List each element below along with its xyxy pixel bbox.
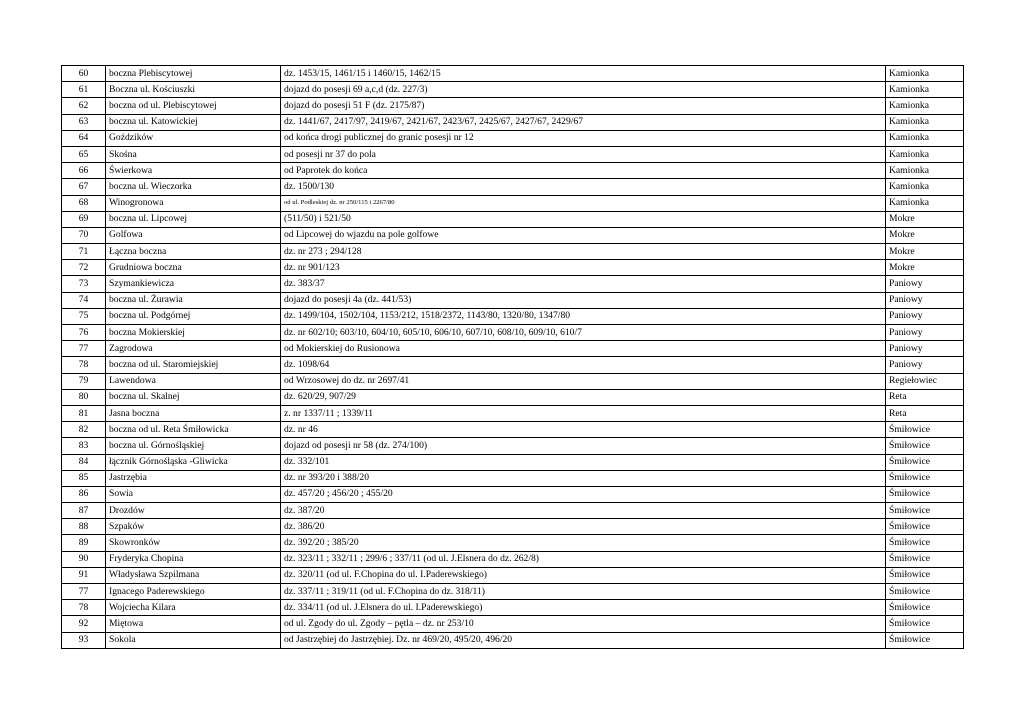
table-row bbox=[62, 227, 964, 243]
district-cell: Śmiłowice bbox=[886, 486, 964, 502]
street-name-cell: Skośna bbox=[106, 146, 281, 162]
district-cell: Śmiłowice bbox=[886, 616, 964, 632]
table-row bbox=[62, 341, 964, 357]
road-section-cell: dz. 334/11 (od ul. J.Elsnera do ul. I.Paderewskiego) bbox=[281, 600, 886, 616]
street-name-cell: Goździków bbox=[106, 130, 281, 146]
table-row bbox=[62, 211, 964, 227]
row-number-cell: 88 bbox=[62, 519, 106, 535]
street-name-cell: boczna ul. Górnośląskiej bbox=[106, 438, 281, 454]
table-row bbox=[62, 632, 964, 648]
road-section-cell: dz. nr 602/10; 603/10, 604/10, 605/10, 606/10, 607/10, 608/10, 609/10, 610/7 bbox=[281, 325, 886, 341]
table-row bbox=[62, 244, 964, 260]
road-section-cell: dz. 1499/104, 1502/104, 1153/212, 1518/2372, 1143/80, 1320/80, 1347/80 bbox=[281, 308, 886, 324]
street-name-cell: Golfowa bbox=[106, 227, 281, 243]
district-cell: Reta bbox=[886, 405, 964, 421]
road-section-cell: dojazd od posesji nr 58 (dz. 274/100) bbox=[281, 438, 886, 454]
district-cell: Kamionka bbox=[886, 146, 964, 162]
table-row bbox=[62, 357, 964, 373]
road-section-cell: od Paprotek do końca bbox=[281, 163, 886, 179]
road-section-cell: z. nr 1337/11 ; 1339/11 bbox=[281, 405, 886, 421]
table-row bbox=[62, 373, 964, 389]
street-name-cell: Skowronków bbox=[106, 535, 281, 551]
street-name-cell: Łączna boczna bbox=[106, 244, 281, 260]
road-section-cell: dz. 392/20 ; 385/20 bbox=[281, 535, 886, 551]
row-number-cell: 79 bbox=[62, 373, 106, 389]
street-name-cell: boczna Mokierskiej bbox=[106, 325, 281, 341]
road-section-cell: dz. 320/11 (od ul. F.Chopina do ul. I.Paderewskiego) bbox=[281, 567, 886, 583]
row-number-cell: 91 bbox=[62, 567, 106, 583]
street-name-cell: Winogronowa bbox=[106, 195, 281, 211]
table-row bbox=[62, 292, 964, 308]
table-row bbox=[62, 82, 964, 98]
row-number-cell: 74 bbox=[62, 292, 106, 308]
road-section-cell: od Mokierskiej do Rusionowa bbox=[281, 341, 886, 357]
row-number-cell: 84 bbox=[62, 454, 106, 470]
district-cell: Śmiłowice bbox=[886, 567, 964, 583]
district-cell: Śmiłowice bbox=[886, 535, 964, 551]
row-number-cell: 67 bbox=[62, 179, 106, 195]
table-row bbox=[62, 389, 964, 405]
table-row bbox=[62, 130, 964, 146]
district-cell: Paniowy bbox=[886, 292, 964, 308]
street-name-cell: łącznik Górnośląska -Gliwicka bbox=[106, 454, 281, 470]
row-number-cell: 65 bbox=[62, 146, 106, 162]
row-number-cell: 81 bbox=[62, 405, 106, 421]
road-section-cell: od Lipcowej do wjazdu na pole golfowe bbox=[281, 227, 886, 243]
street-name-cell: Zagrodowa bbox=[106, 341, 281, 357]
road-section-cell: od ul. Zgody do ul. Zgody – pętla – dz. nr 253/10 bbox=[281, 616, 886, 632]
street-name-cell: boczna ul. Podgórnej bbox=[106, 308, 281, 324]
table-row bbox=[62, 405, 964, 421]
row-number-cell: 92 bbox=[62, 616, 106, 632]
table-row bbox=[62, 567, 964, 583]
district-cell: Śmiłowice bbox=[886, 422, 964, 438]
road-section-cell: od Wrzosowej do dz. nr 2697/41 bbox=[281, 373, 886, 389]
street-name-cell: Miętowa bbox=[106, 616, 281, 632]
district-cell: Kamionka bbox=[886, 98, 964, 114]
district-cell: Śmiłowice bbox=[886, 470, 964, 486]
row-number-cell: 70 bbox=[62, 227, 106, 243]
road-section-cell: dz. 323/11 ; 332/11 ; 299/6 ; 337/11 (od ul. J.Elsnera do dz. 262/8) bbox=[281, 551, 886, 567]
street-name-cell: boczna od ul. Staromiejskiej bbox=[106, 357, 281, 373]
road-section-cell: dz. 337/11 ; 319/11 (od ul. F.Chopina do dz. 318/11) bbox=[281, 584, 886, 600]
district-cell: Śmiłowice bbox=[886, 600, 964, 616]
road-section-cell: dz. 332/101 bbox=[281, 454, 886, 470]
district-cell: Śmiłowice bbox=[886, 632, 964, 648]
table-row bbox=[62, 600, 964, 616]
table-row bbox=[62, 486, 964, 502]
road-section-cell: (511/50) i 521/50 bbox=[281, 211, 886, 227]
table-row bbox=[62, 616, 964, 632]
table-row bbox=[62, 114, 964, 130]
table-row bbox=[62, 470, 964, 486]
street-name-cell: Boczna ul. Kościuszki bbox=[106, 82, 281, 98]
row-number-cell: 83 bbox=[62, 438, 106, 454]
road-section-cell: dz. 1441/67, 2417/97, 2419/67, 2421/67, 2423/67, 2425/67, 2427/67, 2429/67 bbox=[281, 114, 886, 130]
road-section-cell: dz. 1098/64 bbox=[281, 357, 886, 373]
table-row bbox=[62, 308, 964, 324]
district-cell: Kamionka bbox=[886, 114, 964, 130]
roads-table bbox=[61, 65, 964, 649]
district-cell: Śmiłowice bbox=[886, 454, 964, 470]
district-cell: Regiełowiec bbox=[886, 373, 964, 389]
row-number-cell: 78 bbox=[62, 357, 106, 373]
table-row bbox=[62, 551, 964, 567]
row-number-cell: 66 bbox=[62, 163, 106, 179]
row-number-cell: 73 bbox=[62, 276, 106, 292]
road-section-cell: dz. 620/29, 907/29 bbox=[281, 389, 886, 405]
row-number-cell: 71 bbox=[62, 244, 106, 260]
road-section-cell: dz. 457/20 ; 456/20 ; 455/20 bbox=[281, 486, 886, 502]
street-name-cell: boczna ul. Katowickiej bbox=[106, 114, 281, 130]
row-number-cell: 82 bbox=[62, 422, 106, 438]
road-section-cell: dojazd do posesji 4a (dz. 441/53) bbox=[281, 292, 886, 308]
row-number-cell: 75 bbox=[62, 308, 106, 324]
table-row bbox=[62, 260, 964, 276]
district-cell: Śmiłowice bbox=[886, 503, 964, 519]
street-name-cell: Jastrzębia bbox=[106, 470, 281, 486]
row-number-cell: 87 bbox=[62, 503, 106, 519]
district-cell: Śmiłowice bbox=[886, 551, 964, 567]
table-row bbox=[62, 422, 964, 438]
street-name-cell: Lawendowa bbox=[106, 373, 281, 389]
district-cell: Kamionka bbox=[886, 179, 964, 195]
road-section-cell: dz. 386/20 bbox=[281, 519, 886, 535]
district-cell: Mokre bbox=[886, 244, 964, 260]
row-number-cell: 68 bbox=[62, 195, 106, 211]
road-section-cell: dz. 1500/130 bbox=[281, 179, 886, 195]
district-cell: Kamionka bbox=[886, 82, 964, 98]
table-row bbox=[62, 276, 964, 292]
district-cell: Kamionka bbox=[886, 130, 964, 146]
street-name-cell: boczna ul. Wieczorka bbox=[106, 179, 281, 195]
row-number-cell: 93 bbox=[62, 632, 106, 648]
row-number-cell: 89 bbox=[62, 535, 106, 551]
street-name-cell: Sokola bbox=[106, 632, 281, 648]
district-cell: Paniowy bbox=[886, 308, 964, 324]
district-cell: Mokre bbox=[886, 211, 964, 227]
street-name-cell: Szymankiewicza bbox=[106, 276, 281, 292]
row-number-cell: 85 bbox=[62, 470, 106, 486]
district-cell: Paniowy bbox=[886, 357, 964, 373]
row-number-cell: 69 bbox=[62, 211, 106, 227]
row-number-cell: 63 bbox=[62, 114, 106, 130]
row-number-cell: 76 bbox=[62, 325, 106, 341]
table-row bbox=[62, 66, 964, 82]
street-name-cell: Grudniowa boczna bbox=[106, 260, 281, 276]
street-name-cell: Fryderyka Chopina bbox=[106, 551, 281, 567]
table-row bbox=[62, 584, 964, 600]
street-name-cell: boczna od ul. Reta Śmiłowicka bbox=[106, 422, 281, 438]
street-name-cell: boczna Plebiscytowej bbox=[106, 66, 281, 82]
row-number-cell: 64 bbox=[62, 130, 106, 146]
row-number-cell: 62 bbox=[62, 98, 106, 114]
street-name-cell: boczna ul. Skalnej bbox=[106, 389, 281, 405]
road-section-cell: dz. nr 273 ; 294/128 bbox=[281, 244, 886, 260]
table-row bbox=[62, 163, 964, 179]
road-section-cell: od końca drogi publicznej do granic posesji nr 12 bbox=[281, 130, 886, 146]
road-section-cell: od ul. Podleskiej dz. nr 250/115 i 2267/80 bbox=[281, 195, 886, 211]
road-section-cell: dojazd do posesji 51 F (dz. 2175/87) bbox=[281, 98, 886, 114]
table-row bbox=[62, 325, 964, 341]
district-cell: Śmiłowice bbox=[886, 438, 964, 454]
street-name-cell: Wojciecha Kilara bbox=[106, 600, 281, 616]
table-row bbox=[62, 179, 964, 195]
street-name-cell: Szpaków bbox=[106, 519, 281, 535]
street-name-cell: boczna od ul. Plebiscytowej bbox=[106, 98, 281, 114]
road-section-cell: dz. 387/20 bbox=[281, 503, 886, 519]
district-cell: Śmiłowice bbox=[886, 519, 964, 535]
row-number-cell: 80 bbox=[62, 389, 106, 405]
table-row bbox=[62, 519, 964, 535]
street-name-cell: boczna ul. Żurawia bbox=[106, 292, 281, 308]
street-name-cell: Sowia bbox=[106, 486, 281, 502]
road-section-cell: dz. 383/37 bbox=[281, 276, 886, 292]
street-name-cell: boczna ul. Lipcowej bbox=[106, 211, 281, 227]
road-section-cell: od posesji nr 37 do pola bbox=[281, 146, 886, 162]
road-section-cell: dz. nr 393/20 i 388/20 bbox=[281, 470, 886, 486]
table-row bbox=[62, 438, 964, 454]
row-number-cell: 86 bbox=[62, 486, 106, 502]
row-number-cell: 77 bbox=[62, 584, 106, 600]
district-cell: Kamionka bbox=[886, 66, 964, 82]
row-number-cell: 78 bbox=[62, 600, 106, 616]
district-cell: Mokre bbox=[886, 227, 964, 243]
row-number-cell: 77 bbox=[62, 341, 106, 357]
roads-table-body bbox=[62, 66, 964, 649]
district-cell: Kamionka bbox=[886, 163, 964, 179]
road-section-cell: dojazd do posesji 69 a,c,d (dz. 227/3) bbox=[281, 82, 886, 98]
table-row bbox=[62, 195, 964, 211]
district-cell: Paniowy bbox=[886, 276, 964, 292]
street-name-cell: Drozdów bbox=[106, 503, 281, 519]
row-number-cell: 72 bbox=[62, 260, 106, 276]
district-cell: Reta bbox=[886, 389, 964, 405]
street-name-cell: Świerkowa bbox=[106, 163, 281, 179]
street-name-cell: Jasna boczna bbox=[106, 405, 281, 421]
street-name-cell: Władysława Szpilmana bbox=[106, 567, 281, 583]
table-row bbox=[62, 535, 964, 551]
district-cell: Śmiłowice bbox=[886, 584, 964, 600]
district-cell: Paniowy bbox=[886, 341, 964, 357]
table-row bbox=[62, 98, 964, 114]
table-row bbox=[62, 503, 964, 519]
road-section-cell: dz. nr 46 bbox=[281, 422, 886, 438]
street-name-cell: Ignacego Paderewskiego bbox=[106, 584, 281, 600]
row-number-cell: 61 bbox=[62, 82, 106, 98]
district-cell: Mokre bbox=[886, 260, 964, 276]
road-section-cell: dz. 1453/15, 1461/15 i 1460/15, 1462/15 bbox=[281, 66, 886, 82]
district-cell: Kamionka bbox=[886, 195, 964, 211]
road-section-cell: dz. nr 901/123 bbox=[281, 260, 886, 276]
row-number-cell: 90 bbox=[62, 551, 106, 567]
row-number-cell: 60 bbox=[62, 66, 106, 82]
table-row bbox=[62, 146, 964, 162]
road-section-cell: od Jastrzębiej do Jastrzębiej. Dz. nr 469/20, 495/20, 496/20 bbox=[281, 632, 886, 648]
table-row bbox=[62, 454, 964, 470]
district-cell: Paniowy bbox=[886, 325, 964, 341]
